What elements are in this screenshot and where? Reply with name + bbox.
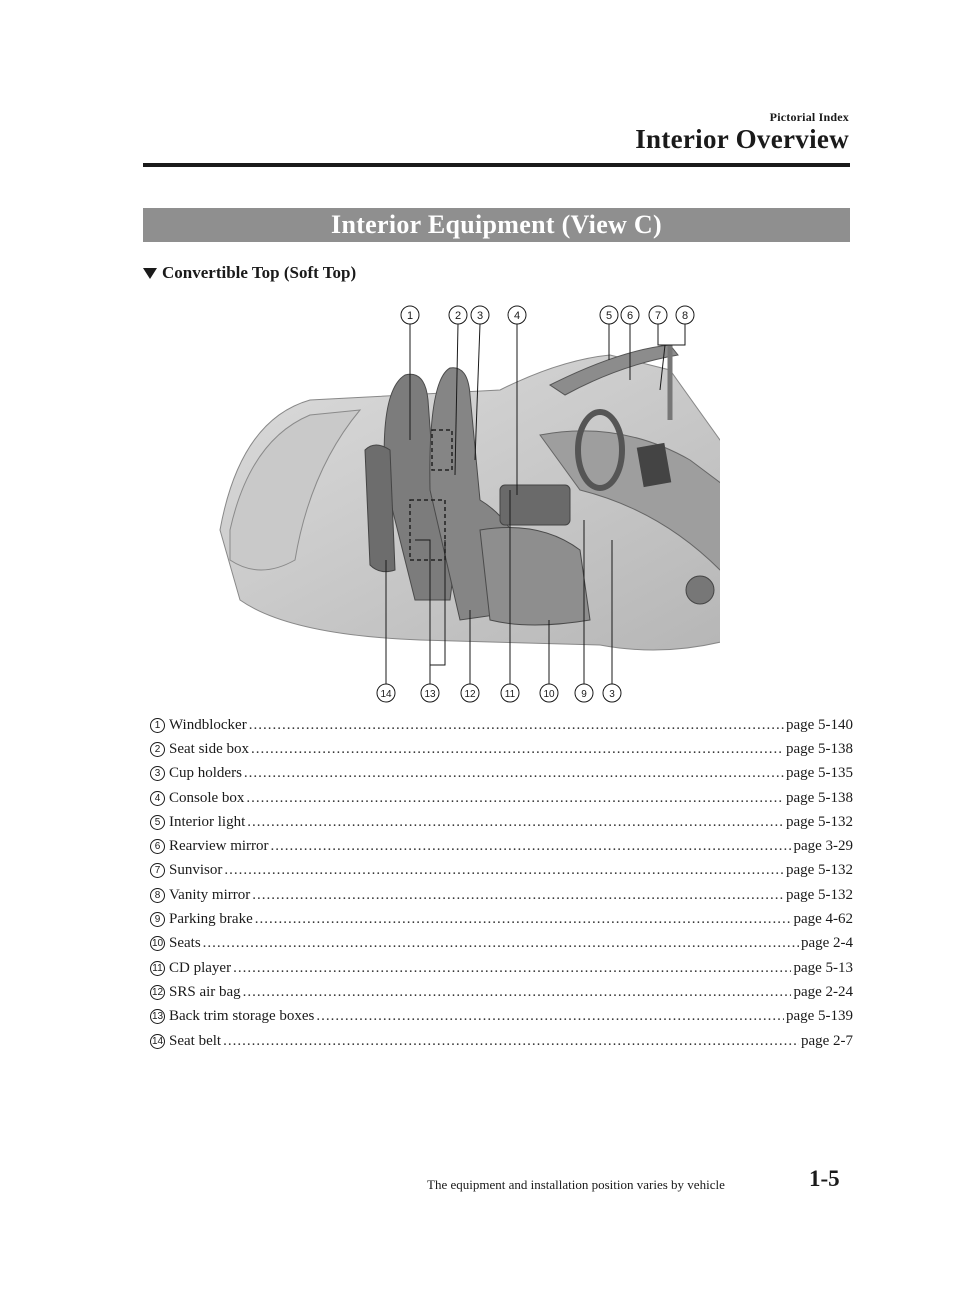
list-item	[150, 859, 853, 883]
callout-number: 7	[150, 863, 165, 878]
dot-leader	[255, 911, 792, 928]
callout-number: 3	[150, 766, 165, 781]
svg-text:1: 1	[406, 310, 414, 322]
item-label: Seat belt	[169, 1032, 222, 1049]
list-item	[150, 737, 853, 761]
list-item	[150, 834, 853, 858]
dot-leader	[203, 935, 799, 952]
subheading-text: Convertible Top (Soft Top)	[162, 263, 357, 282]
page-reference: page 5-138	[785, 789, 853, 806]
item-label: Parking brake	[169, 911, 253, 928]
dot-leader	[223, 1033, 799, 1050]
car-interior-drawing	[200, 300, 720, 710]
dot-leader	[252, 887, 784, 904]
callout-number: 8	[150, 888, 165, 903]
dot-leader	[251, 741, 784, 758]
svg-text:14: 14	[380, 689, 392, 700]
page-reference: page 2-7	[800, 1032, 853, 1049]
list-item	[150, 980, 853, 1004]
dot-leader	[244, 765, 784, 782]
svg-text:12: 12	[464, 689, 476, 700]
list-item	[150, 810, 853, 834]
callout-number: 2	[150, 742, 165, 757]
dot-leader	[243, 984, 792, 1001]
list-item	[150, 1029, 853, 1053]
dot-leader	[247, 814, 784, 831]
page-reference: page 5-132	[785, 813, 853, 830]
dot-leader	[233, 960, 791, 977]
svg-text:4: 4	[513, 310, 521, 322]
item-label: Seat side box	[169, 740, 249, 757]
page-reference: page 5-139	[785, 1008, 853, 1025]
item-label: CD player	[169, 959, 232, 976]
item-label: Back trim storage boxes	[169, 1008, 315, 1025]
list-item	[150, 713, 853, 737]
dot-leader	[271, 838, 792, 855]
page-reference: page 2-24	[793, 983, 853, 1000]
callout-number: 14	[151, 1035, 164, 1047]
item-label: Interior light	[169, 813, 246, 830]
callout-number: 9	[150, 912, 165, 927]
list-item	[150, 786, 853, 810]
page-number: 1-5	[809, 1166, 840, 1191]
callout-number: 11	[150, 961, 165, 976]
callout-number: 5	[150, 815, 165, 830]
page-reference: page 2-4	[800, 935, 853, 952]
section-label: Pictorial Index	[769, 110, 849, 124]
callout-number: 13	[151, 1011, 164, 1023]
header-divider	[143, 163, 850, 167]
svg-text:6: 6	[626, 310, 634, 322]
callout-number: 10	[151, 938, 164, 950]
item-label: Windblocker	[169, 716, 247, 733]
dot-leader	[316, 1008, 784, 1025]
subheading	[143, 263, 356, 283]
page-reference: page 4-62	[793, 911, 853, 928]
page-title: Interior Overview	[635, 124, 849, 154]
list-item	[150, 762, 853, 786]
svg-text:7: 7	[654, 310, 662, 322]
dot-leader	[249, 717, 784, 734]
list-item	[150, 883, 853, 907]
svg-text:13: 13	[424, 689, 436, 700]
callout-number: 4	[150, 791, 165, 806]
list-item	[150, 1005, 853, 1029]
svg-text:3: 3	[609, 689, 615, 700]
svg-text:11: 11	[504, 689, 516, 700]
page-reference: page 5-132	[785, 862, 853, 879]
page-reference: page 5-138	[785, 740, 853, 757]
dot-leader	[224, 862, 784, 879]
list-item	[150, 932, 853, 956]
item-label: Seats	[169, 935, 201, 952]
item-label: Vanity mirror	[169, 886, 251, 903]
page-reference: page 5-13	[793, 959, 853, 976]
page-reference: page 5-140	[785, 716, 853, 733]
item-label: Rearview mirror	[169, 838, 269, 855]
footer-note: The equipment and installation position varies by vehicle	[427, 1177, 725, 1192]
page-reference: page 5-132	[785, 886, 853, 903]
dot-leader	[246, 790, 784, 807]
callout-number: 12	[151, 986, 164, 998]
callout-number: 1	[150, 718, 165, 733]
triangle-down-icon	[143, 268, 157, 279]
svg-text:3: 3	[476, 310, 484, 322]
item-label: SRS air bag	[169, 983, 241, 1000]
svg-text:5: 5	[605, 310, 613, 322]
page-reference: page 3-29	[793, 838, 853, 855]
svg-text:8: 8	[681, 310, 689, 322]
list-item	[150, 956, 853, 980]
svg-text:10: 10	[543, 689, 555, 700]
page-reference: page 5-135	[785, 765, 853, 782]
item-label: Sunvisor	[169, 862, 223, 879]
item-label: Console box	[169, 789, 245, 806]
svg-text:9: 9	[581, 689, 587, 700]
item-label: Cup holders	[169, 765, 242, 782]
interior-illustration	[200, 300, 720, 715]
svg-text:2: 2	[454, 310, 462, 322]
list-item	[150, 907, 853, 931]
callout-number: 6	[150, 839, 165, 854]
section-banner: Interior Equipment (View C)	[143, 208, 850, 242]
item-index-list	[150, 713, 853, 1053]
